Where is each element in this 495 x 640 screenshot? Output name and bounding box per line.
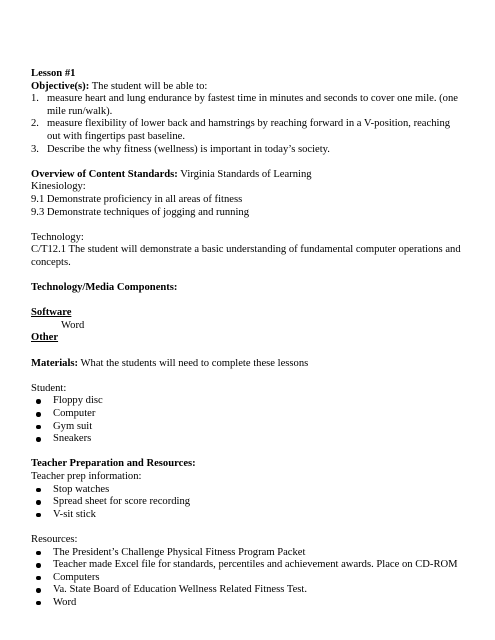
bullet-icon — [36, 488, 41, 493]
list-item: Computer — [31, 408, 461, 421]
list-item: Teacher made Excel file for standards, percentiles and achievement awards. Place on CD-ROM — [31, 559, 461, 572]
spacer — [31, 156, 461, 169]
teacher-prep-label: Teacher prep information: — [31, 471, 142, 482]
spacer — [31, 219, 461, 232]
objective-item — [31, 118, 461, 143]
media-heading: Technology/Media Components: — [31, 282, 178, 294]
list-item: Va. State Board of Education Wellness Related Fitness Test. — [31, 584, 461, 597]
spacer — [31, 446, 461, 459]
bullet-icon — [36, 551, 41, 556]
bullet-icon — [36, 601, 41, 606]
materials-label: Materials: — [31, 357, 79, 369]
lesson-plan-body — [31, 68, 461, 610]
objective-number: 2. — [31, 118, 39, 130]
standards-text: Virginia Standards of Learning — [177, 168, 312, 180]
spacer — [31, 295, 461, 308]
student-materials-list — [31, 395, 461, 445]
kinesiology-item: 9.3 Demonstrate techniques of jogging and running — [31, 206, 250, 218]
resources-label: Resources: — [31, 533, 78, 545]
objective-text: measure flexibility of lower back and hamstrings by reaching forward in a V-position, reaching out with fingertips past baseline. — [47, 118, 451, 142]
objective-text: Describe the why fitness (wellness) is important in today’s society. — [47, 143, 330, 155]
teacher-heading: Teacher Preparation and Resources: — [31, 458, 196, 470]
bullet-icon — [36, 563, 41, 568]
list-item: Floppy disc — [31, 395, 461, 408]
bullet-icon — [36, 513, 41, 518]
list-item: Sneakers — [31, 433, 461, 446]
list-item: Word — [31, 597, 461, 610]
spacer — [31, 345, 461, 358]
objective-item — [31, 144, 461, 157]
spacer — [31, 370, 461, 383]
objective-item — [31, 93, 461, 118]
technology-label: Technology: — [31, 231, 84, 243]
list-item: Spread sheet for score recording — [31, 496, 461, 509]
standards-label: Overview of Content Standards: — [31, 168, 178, 180]
standards-heading — [31, 169, 461, 182]
resources-list — [31, 547, 461, 610]
teacher-prep-list — [31, 484, 461, 522]
list-item: V-sit stick — [31, 509, 461, 522]
bullet-icon — [36, 412, 41, 417]
bullet-icon — [36, 588, 41, 593]
objectives-heading — [31, 81, 461, 94]
list-item: The President’s Challenge Physical Fitness Program Packet — [31, 547, 461, 560]
objective-number: 1. — [31, 93, 39, 105]
technology-standard-text: C/T12.1 The student will demonstrate a basic understanding of fundamental computer operations and concepts. — [31, 244, 461, 268]
materials-text: What the students will need to complete these lessons — [78, 357, 309, 369]
lesson-title: Lesson #1 — [31, 68, 76, 79]
other-label: Other — [31, 332, 59, 344]
list-item: Gym suit — [31, 421, 461, 434]
list-item: Computers — [31, 572, 461, 585]
objective-text: measure heart and lung endurance by fastest time in minutes and seconds to cover one mile. (one mile run/walk). — [47, 93, 458, 117]
objectives-list — [31, 93, 461, 156]
bullet-icon — [36, 399, 41, 404]
software-label: Software — [31, 307, 72, 319]
spacer — [31, 521, 461, 534]
bullet-icon — [36, 425, 41, 430]
student-label: Student: — [31, 382, 67, 394]
bullet-icon — [36, 576, 41, 581]
objectives-intro: The student will be able to: — [89, 80, 208, 92]
bullet-icon — [36, 437, 41, 442]
software-item: Word — [61, 319, 85, 331]
materials-heading — [31, 358, 461, 371]
list-item: Stop watches — [31, 484, 461, 497]
kinesiology-label: Kinesiology: — [31, 181, 86, 193]
objectives-label: Objective(s): — [31, 80, 90, 92]
objective-number: 3. — [31, 143, 39, 155]
spacer — [31, 270, 461, 283]
kinesiology-item: 9.1 Demonstrate proficiency in all areas of fitness — [31, 193, 243, 205]
bullet-icon — [36, 500, 41, 505]
